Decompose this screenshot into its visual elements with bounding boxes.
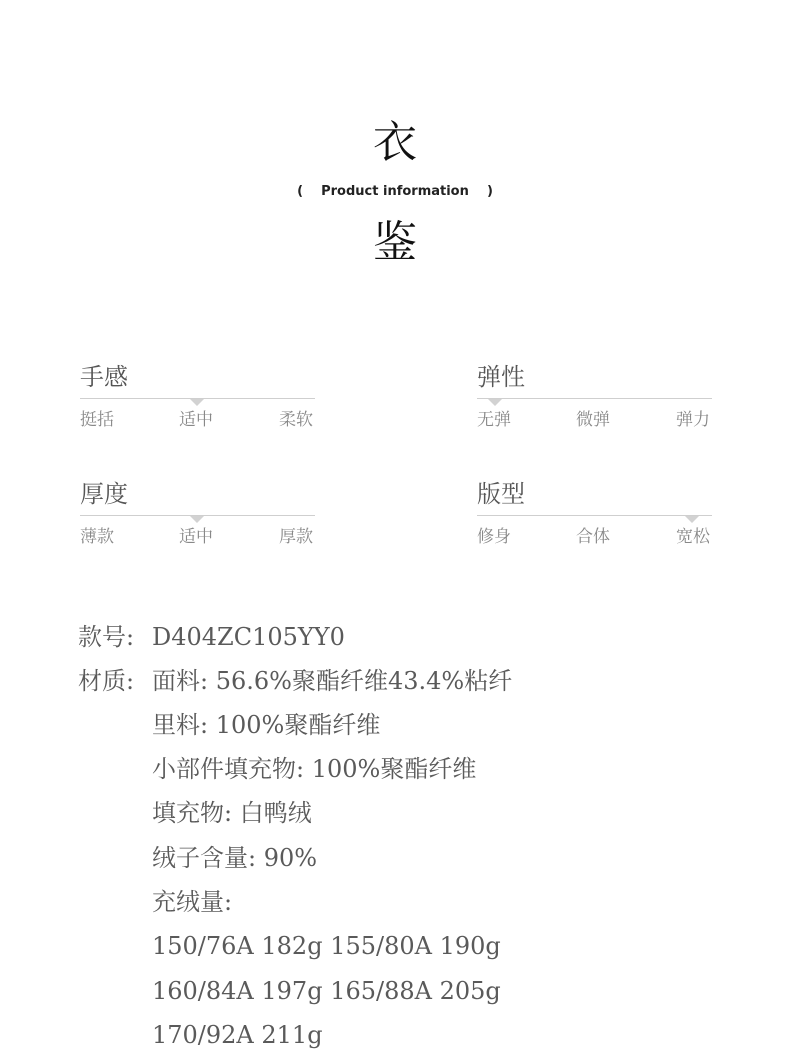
scale-option: 无弹: [477, 410, 511, 430]
scale-option: 微弹: [576, 410, 610, 430]
scale-selected-marker: [190, 399, 204, 406]
scale-option: 修身: [477, 527, 511, 547]
style-number-label: 款号:: [78, 623, 135, 651]
title-char-bottom: 鉴: [373, 217, 417, 268]
scale-title: 弹性: [477, 363, 525, 391]
title-char-top: 衣: [373, 117, 417, 168]
scale-title: 厚度: [80, 480, 128, 508]
scale-option: 适中: [179, 410, 213, 430]
scale-title: 手感: [80, 363, 128, 391]
scale-line: [477, 398, 712, 399]
scale-option: 合体: [576, 527, 610, 547]
material-small-parts-filling: 小部件填充物: 100%聚酯纤维: [152, 755, 477, 783]
scale-option: 柔软: [279, 410, 313, 430]
material-filling: 填充物: 白鸭绒: [152, 799, 312, 827]
scale-option: 宽松: [676, 527, 710, 547]
scale-selected-marker: [190, 516, 204, 523]
scale-option: 挺括: [80, 410, 114, 430]
down-content: 绒子含量: 90%: [152, 844, 318, 872]
material-fabric: 面料: 56.6%聚酯纤维43.4%粘纤: [152, 667, 513, 695]
scale-option: 薄款: [80, 527, 114, 547]
fill-amount-row: 150/76A 182g 155/80A 190g: [152, 932, 501, 960]
scale-option: 厚款: [279, 527, 313, 547]
scale-hand-feel: [80, 361, 315, 441]
scale-thickness: [80, 478, 315, 558]
scale-title: 版型: [477, 480, 525, 508]
subtitle-product-information: ( Product information ): [297, 184, 493, 199]
scale-selected-marker: [685, 516, 699, 523]
fill-amount-row: 170/92A 211g: [152, 1021, 323, 1049]
material-label: 材质:: [78, 667, 135, 695]
style-number-value: D404ZC105YY0: [152, 623, 345, 651]
scale-selected-marker: [488, 399, 502, 406]
fill-amount-label: 充绒量:: [152, 888, 233, 916]
scale-option: 弹力: [676, 410, 710, 430]
scale-option: 适中: [179, 527, 213, 547]
scale-elasticity: [477, 361, 712, 441]
fill-amount-row: 160/84A 197g 165/88A 205g: [152, 977, 501, 1005]
scale-line: [477, 515, 712, 516]
material-lining: 里料: 100%聚酯纤维: [152, 711, 381, 739]
scale-fit: [477, 478, 712, 558]
